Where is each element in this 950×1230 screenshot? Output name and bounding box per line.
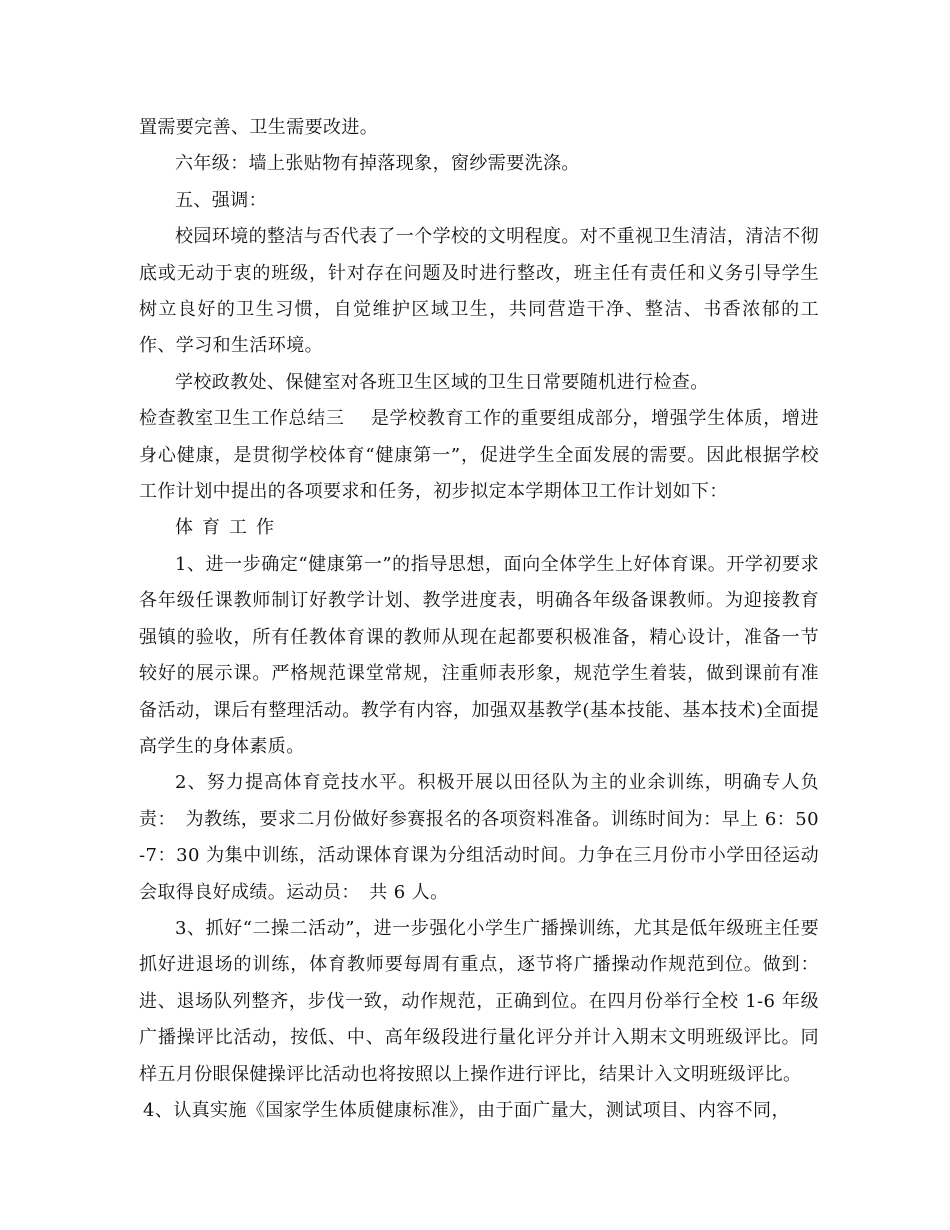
document-body (139, 110, 819, 1129)
section-heading-pe-work: 体育工作 (175, 517, 283, 539)
section-heading-emphasis: 五、强调： (175, 189, 267, 211)
paragraph-campus-environment: 校园环境的整洁与否代表了一个学校的文明程度。对不重视卫生清洁，清洁不彻底或无动于衷的班级，针对存在问题及时进行整改，班主任有责任和义务引导学生树立良好的卫生习惯，自觉维护区域卫生，共同营造干净、整洁、书香浓郁的工作、学习和生活环境。 (139, 226, 819, 357)
paragraph-continuation: 置需要完善、卫生需要改进。 (139, 117, 379, 138)
summary-body: 是学校教育工作的重要组成部分，增强学生体质，增进身心健康，是贯彻学校体育“健康第一”，促进学生全面发展的需要。因此根据学校工作计划中提出的各项要求和任务，初步拟定本学期体卫工作计划如下： (139, 408, 819, 503)
paragraph-item-4: 4、认真实施《国家学生体质健康标准》，由于面广量大，测试项目、内容不同， (143, 1099, 790, 1121)
summary-title: 检查教室卫生工作总结三 (139, 408, 345, 430)
paragraph-grade-six: 六年级：墙上张贴物有掉落现象，窗纱需要洗涤。 (175, 153, 580, 175)
paragraph-item-2: 2、努力提高体育竞技水平。积极开展以田径队为主的业余训练，明确专人负责： 为教练，要求二月份做好参赛报名的各项资料准备。训练时间为：早上 6：50-7：30 为集中训练，活动课体育课为分组活动时间。力争在三月份市小学田径运动会取得良好成绩。运动员： 共 6 人。 (139, 772, 819, 903)
paragraph-inspection: 学校政教处、保健室对各班卫生区域的卫生日常要随机进行检查。 (175, 371, 709, 393)
paragraph-summary-three (139, 401, 819, 510)
paragraph-item-3: 3、抓好“二操二活动”，进一步强化小学生广播操训练，尤其是低年级班主任要抓好进退场的训练，体育教师要每周有重点，逐节将广播操动作规范到位。做到：进、退场队列整齐，步伐一致，动作规范，正确到位。在四月份举行全校 1-6 年级广播操评比活动，按低、中、高年级段进行量化评分并计入期末文明班级评比。同样五月份眼保健操评比活动也将按照以上操作进行评比，结果计入文明班级评比。 (139, 917, 819, 1085)
paragraph-item-1: 1、进一步确定“健康第一”的指导思想，面向全体学生上好体育课。开学初要求各年级任课教师制订好教学计划、教学进度表，明确各年级备课教师。为迎接教育强镇的验收，所有任教体育课的教师从现在起都要积极准备，精心设计，准备一节较好的展示课。严格规范课堂常规，注重师表形象，规范学生着装，做到课前有准备活动，课后有整理活动。教学有内容，加强双基教学(基本技能、基本技术)全面提高学生的身体素质。 (139, 553, 819, 757)
